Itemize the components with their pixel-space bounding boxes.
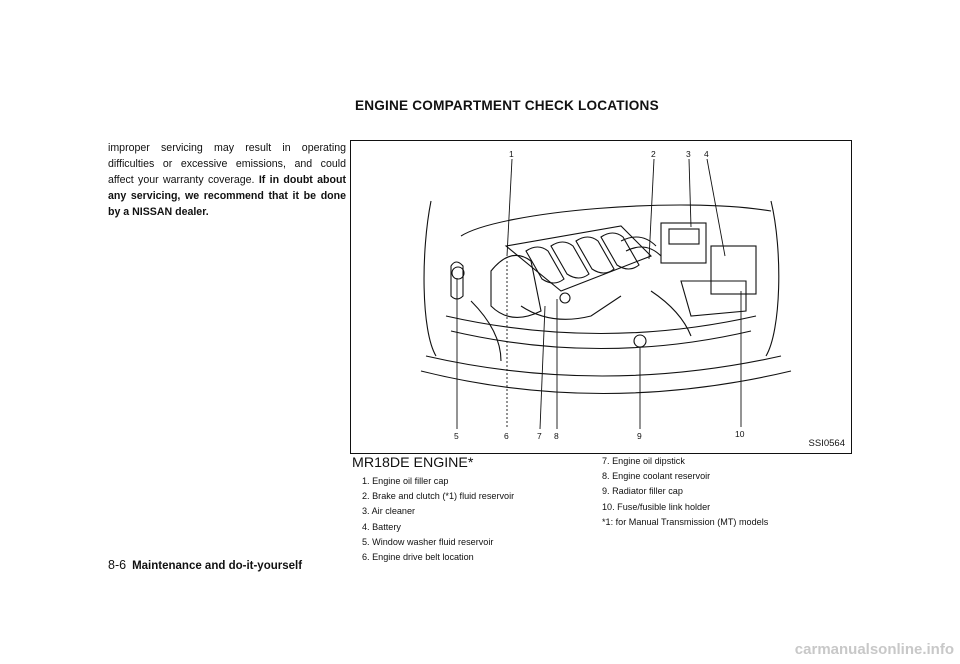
list-item: 10. Fuse/fusible link holder [602, 501, 711, 512]
callout-9: 9 [637, 431, 642, 441]
page-footer [108, 558, 302, 572]
intro-bold-text: If in doubt about any servicing, we recommend that it be done by a NISSAN dealer. [108, 174, 346, 218]
parts-list-left [362, 474, 514, 565]
callout-3: 3 [686, 149, 691, 159]
list-item: 7. Engine oil dipstick [602, 456, 685, 466]
engine-compartment-figure [350, 140, 852, 454]
intro-text: improper servicing may result in operating difficulties or excessive emissions, and could affect your warranty coverage. [108, 142, 346, 186]
figure-code: SSI0564 [808, 438, 845, 449]
callout-10: 10 [735, 429, 745, 439]
watermark: carmanualsonline.info [794, 641, 954, 658]
list-item: 2. Brake and clutch (*1) fluid reservoir [362, 491, 515, 502]
engine-illustration [351, 141, 852, 454]
footer-section: Maintenance and do-it-yourself [132, 560, 303, 572]
engine-title: MR18DE ENGINE* [352, 455, 474, 471]
intro-paragraph [108, 140, 346, 220]
callout-8: 8 [554, 431, 559, 441]
callout-7: 7 [537, 431, 542, 441]
section-title: ENGINE COMPARTMENT CHECK LOCATIONS [355, 98, 659, 113]
callout-1: 1 [509, 149, 514, 159]
list-item: 5. Window washer fluid reservoir [362, 536, 494, 547]
list-item: 9. Radiator filler cap [602, 486, 683, 497]
list-item: 1. Engine oil filler cap [362, 476, 449, 486]
parts-list-right [602, 454, 768, 530]
callout-2: 2 [651, 149, 656, 159]
callout-6: 6 [504, 431, 509, 441]
list-item: 3. Air cleaner [362, 506, 416, 517]
list-item: 8. Engine coolant reservoir [602, 471, 711, 482]
page-number: 8-6 [108, 558, 127, 572]
callout-5: 5 [454, 431, 459, 441]
list-item: 6. Engine drive belt location [362, 552, 474, 563]
callout-4: 4 [704, 149, 709, 159]
list-item: *1: for Manual Transmission (MT) models [602, 516, 769, 527]
list-item: 4. Battery [362, 521, 401, 532]
